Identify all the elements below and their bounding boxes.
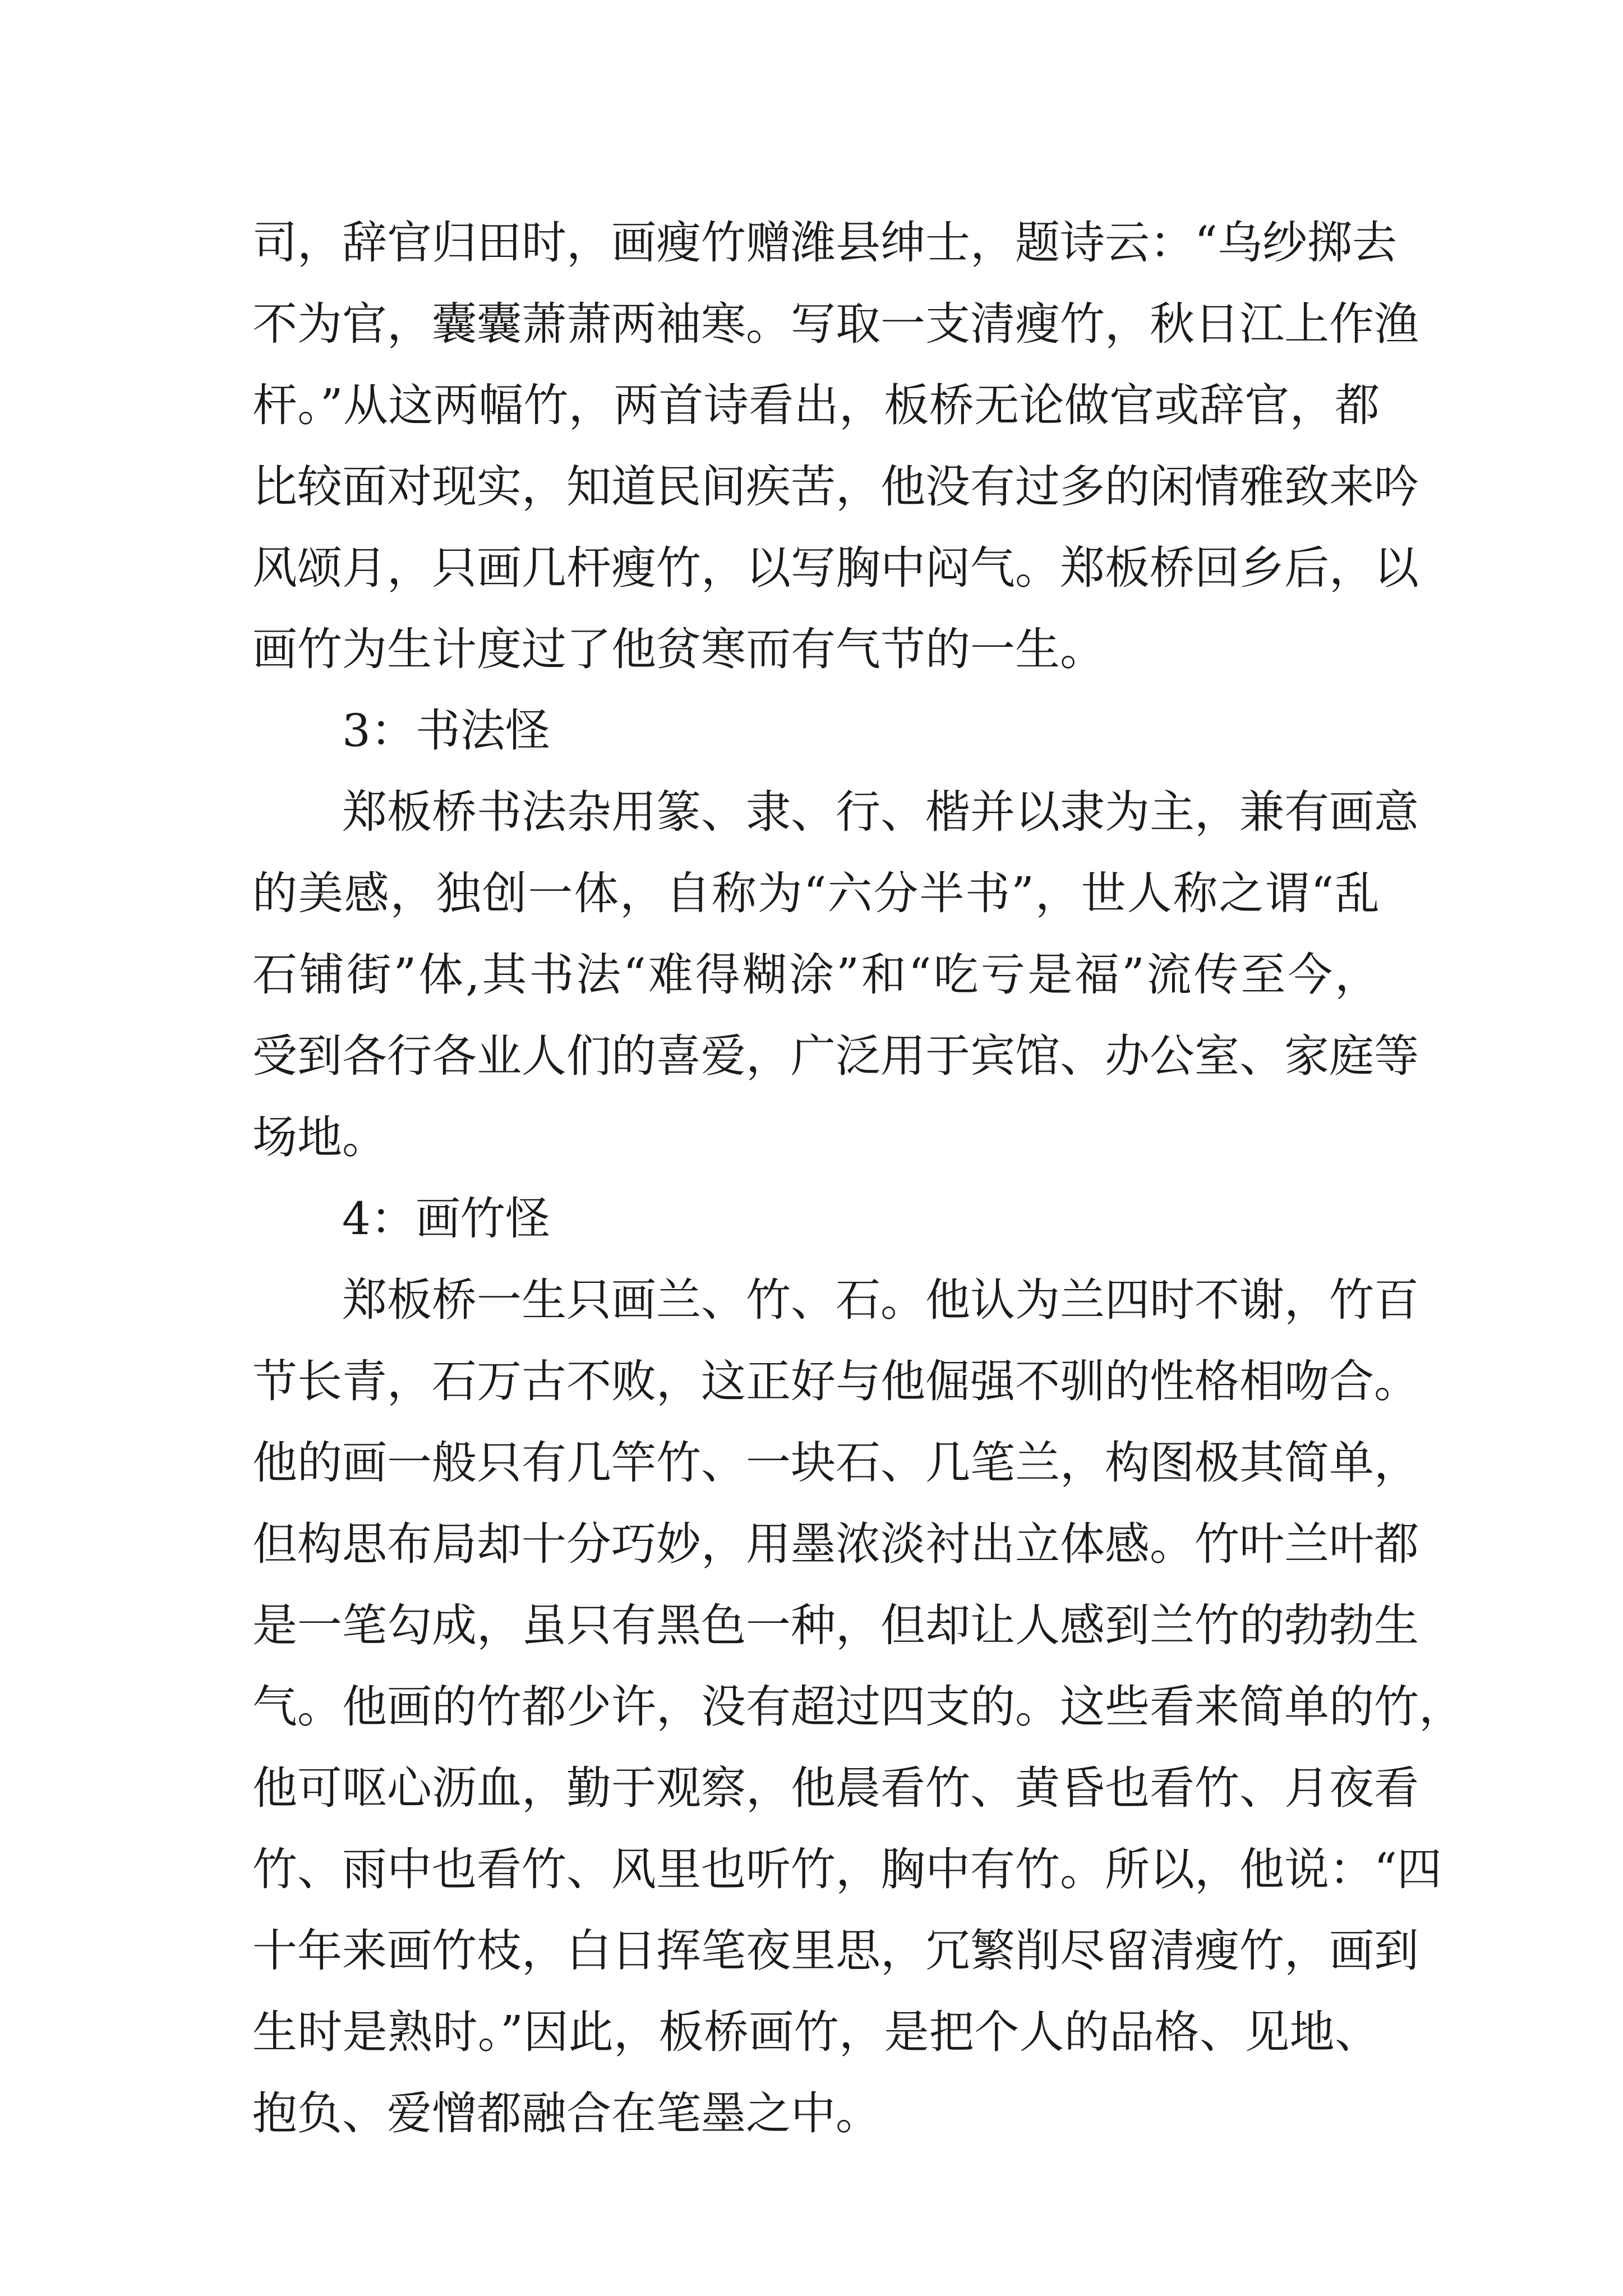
paragraph-calligraphy [252,771,1419,1178]
text-line: 他的画一般只有几竿竹、一块石、几笔兰，构图极其简单， [252,1437,1419,1489]
text-line: 节长青，石万古不败，这正好与他倔强不驯的性格相吻合。 [252,1355,1419,1407]
text-line: 风颂月，只画几杆瘦竹，以写胸中闷气。郑板桥回乡后，以 [252,542,1419,594]
paragraph-bamboo [252,1259,1464,2154]
text-line: 司，辞官归田时，画瘦竹赠潍县绅士，题诗云：“乌纱掷去 [252,217,1397,269]
text-line: 的美感，独创一体，自称为“六分半书”，世人称之谓“乱 [252,867,1380,919]
section-heading-bamboo: 4：画竹怪 [342,1193,550,1245]
text-line: 抱负、爱憎都融合在笔墨之中。 [252,2087,880,2139]
text-line: 竹、雨中也看竹、风里也听竹，胸中有竹。所以，他说：“四 [252,1843,1442,1895]
text-line: 比较面对现实，知道民间疾苦，他没有过多的闲情雅致来吟 [252,461,1419,513]
document-body [252,202,1464,2154]
text-line: 场地。 [252,1111,387,1163]
text-line: 是一笔勾成，虽只有黑色一种，但却让人感到兰竹的勃勃生 [252,1599,1419,1651]
text-line: 气。他画的竹都少许，没有超过四支的。这些看来简单的竹， [252,1681,1464,1733]
text-line: 生时是熟时。”因此，板桥画竹，是把个人的品格、见地、 [252,2006,1380,2058]
text-line: 不为官，囊囊萧萧两袖寒。写取一支清瘦竹，秋日江上作渔 [252,298,1419,350]
text-line: 他可呕心沥血，勤于观察，他晨看竹、黄昏也看竹、月夜看 [252,1762,1419,1814]
text-line: 郑板桥一生只画兰、竹、石。他认为兰四时不谢，竹百 [342,1274,1419,1326]
text-line: 石铺街”体,其书法“难得糊涂”和“吃亏是福”流传至今， [252,949,1380,1001]
text-line: 郑板桥书法杂用篆、隶、行、楷并以隶为主，兼有画意 [342,786,1419,838]
text-line: 十年来画竹枝，白日挥笔夜里思，冗繁削尽留清瘦竹，画到 [252,1925,1419,1977]
text-line: 杆。”从这两幅竹，两首诗看出，板桥无论做官或辞官，都 [252,379,1380,431]
text-line: 画竹为生计度过了他贫寒而有气节的一生。 [252,623,1105,675]
section-heading-calligraphy: 3：书法怪 [342,705,550,757]
text-line: 但构思布局却十分巧妙，用墨浓淡衬出立体感。竹叶兰叶都 [252,1518,1419,1570]
text-line: 受到各行各业人们的喜爱，广泛用于宾馆、办公室、家庭等 [252,1030,1419,1082]
paragraph-intro [252,202,1419,690]
